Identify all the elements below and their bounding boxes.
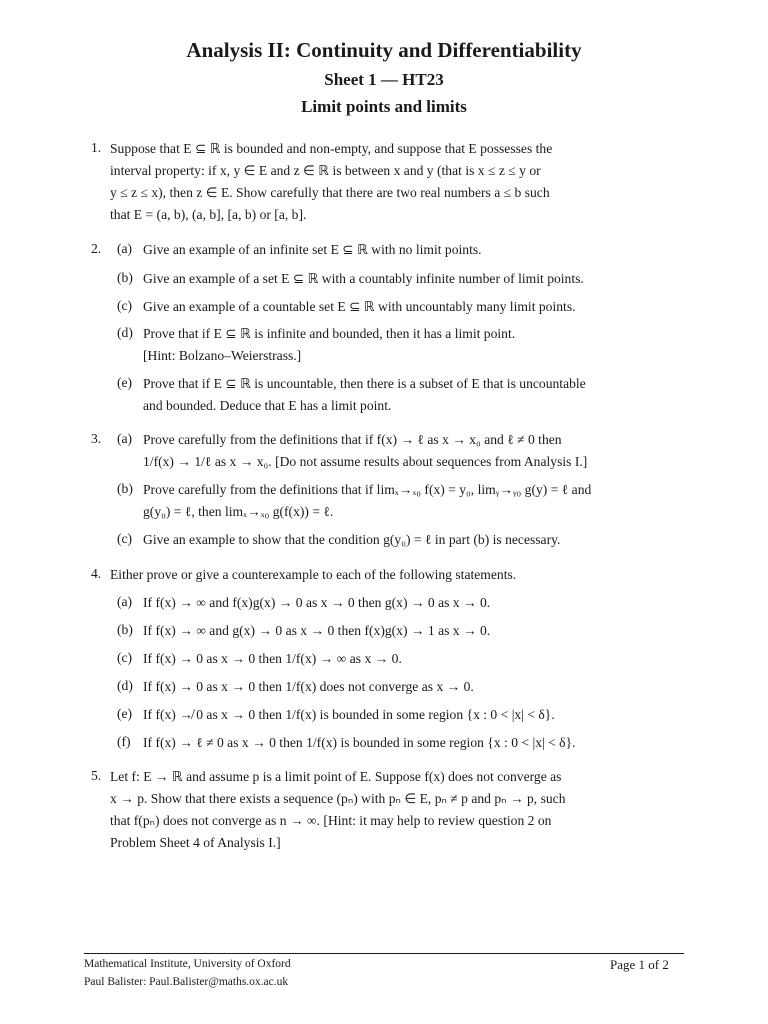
part-label: (e): [117, 706, 133, 721]
question-intro: Either prove or give a counterexample to each of the following statements.: [110, 567, 517, 582]
document-title: Analysis II: Continuity and Differentiability: [186, 38, 582, 62]
part-text-line: [Hint: Bolzano–Weierstrass.]: [143, 348, 302, 363]
question-text-line: that f(pₙ) does not converge as n → ∞. [Hint: it may help to review question 2 on: [110, 813, 552, 828]
question-text-line: interval property: if x, y ∈ E and z ∈ ℝ is between x and y (that is x ≤ z ≤ y or: [110, 163, 541, 178]
part-label: (b): [117, 481, 133, 496]
part-text-line: If f(x) ↛ 0 as x → 0 then 1/f(x) is bounded in some region {x : 0 < |x| < δ}.: [143, 707, 555, 722]
topic-heading: Limit points and limits: [301, 97, 467, 116]
part-text-line: Prove carefully from the definitions that if limₓ→ₓ₀ f(x) = y₀, limᵧ→ᵧ₀ g(y) = ℓ and: [143, 482, 592, 497]
question-text-line: that E = (a, b), (a, b], [a, b) or [a, b].: [110, 207, 307, 222]
part-text-line: If f(x) → ∞ and f(x)g(x) → 0 as x → 0 then g(x) → 0 as x → 0.: [143, 595, 491, 610]
part-text-line: Give an example of a set E ⊆ ℝ with a countably infinite number of limit points.: [143, 271, 584, 286]
question-number: 1.: [91, 140, 102, 155]
question-text-line: Suppose that E ⊆ ℝ is bounded and non-empty, and suppose that E possesses the: [110, 141, 553, 156]
part-text-line: If f(x) → ℓ ≠ 0 as x → 0 then 1/f(x) is bounded in some region {x : 0 < |x| < δ}.: [143, 735, 576, 750]
part-text-line: and bounded. Deduce that E has a limit point.: [143, 398, 392, 413]
part-text-line: Prove that if E ⊆ ℝ is uncountable, then there is a subset of E that is uncountable: [143, 376, 586, 391]
part-label: (c): [117, 298, 133, 313]
part-label: (c): [117, 650, 133, 665]
part-text-line: If f(x) → 0 as x → 0 then 1/f(x) does not converge as x → 0.: [143, 679, 474, 694]
page-number: Page 1 of 2: [610, 957, 669, 972]
part-text-line: g(y₀) = ℓ, then limₓ→ₓ₀ g(f(x)) = ℓ.: [143, 504, 334, 519]
part-text-line: If f(x) → 0 as x → 0 then 1/f(x) → ∞ as x → 0.: [143, 651, 402, 666]
part-label: (f): [117, 734, 131, 749]
part-text-line: Give an example of an infinite set E ⊆ ℝ with no limit points.: [143, 242, 482, 257]
footer-rule: [84, 953, 684, 954]
part-text-line: Prove that if E ⊆ ℝ is infinite and bounded, then it has a limit point.: [143, 326, 516, 341]
question-text-line: Problem Sheet 4 of Analysis I.]: [110, 835, 281, 850]
footer-institute: Mathematical Institute, University of Oxford: [84, 958, 291, 970]
part-text-line: Prove carefully from the definitions that if f(x) → ℓ as x → x₀ and ℓ ≠ 0 then: [143, 432, 562, 447]
part-label: (b): [117, 270, 133, 285]
part-label: (e): [117, 375, 133, 390]
question-text-line: x → p. Show that there exists a sequence (pₙ) with pₙ ∈ E, pₙ ≠ p and pₙ → p, such: [110, 791, 566, 806]
part-label: (a): [117, 594, 133, 609]
part-label: (d): [117, 678, 133, 693]
question-number: 4.: [91, 566, 102, 581]
part-label: (c): [117, 531, 133, 546]
footer-author: Paul Balister: Paul.Balister@maths.ox.ac.uk: [84, 976, 289, 988]
question-number: 2.: [91, 241, 102, 256]
part-text-line: 1/f(x) → 1/ℓ as x → x₀. [Do not assume results about sequences from Analysis I.]: [143, 454, 588, 469]
part-label: (a): [117, 241, 133, 256]
question-number: 5.: [91, 768, 102, 783]
part-label: (d): [117, 325, 133, 340]
part-text-line: Give an example to show that the condition g(y₀) = ℓ in part (b) is necessary.: [143, 532, 561, 547]
sheet-subtitle: Sheet 1 — HT23: [324, 70, 444, 89]
part-label: (a): [117, 431, 133, 446]
part-text-line: If f(x) → ∞ and g(x) → 0 as x → 0 then f(x)g(x) → 1 as x → 0.: [143, 623, 491, 638]
question-text-line: y ≤ z ≤ x), then z ∈ E. Show carefully that there are two real numbers a ≤ b such: [110, 185, 550, 200]
question-number: 3.: [91, 431, 102, 446]
part-text-line: Give an example of a countable set E ⊆ ℝ with uncountably many limit points.: [143, 299, 576, 314]
part-label: (b): [117, 622, 133, 637]
question-text-line: Let f: E → ℝ and assume p is a limit point of E. Suppose f(x) does not converge as: [110, 769, 562, 784]
